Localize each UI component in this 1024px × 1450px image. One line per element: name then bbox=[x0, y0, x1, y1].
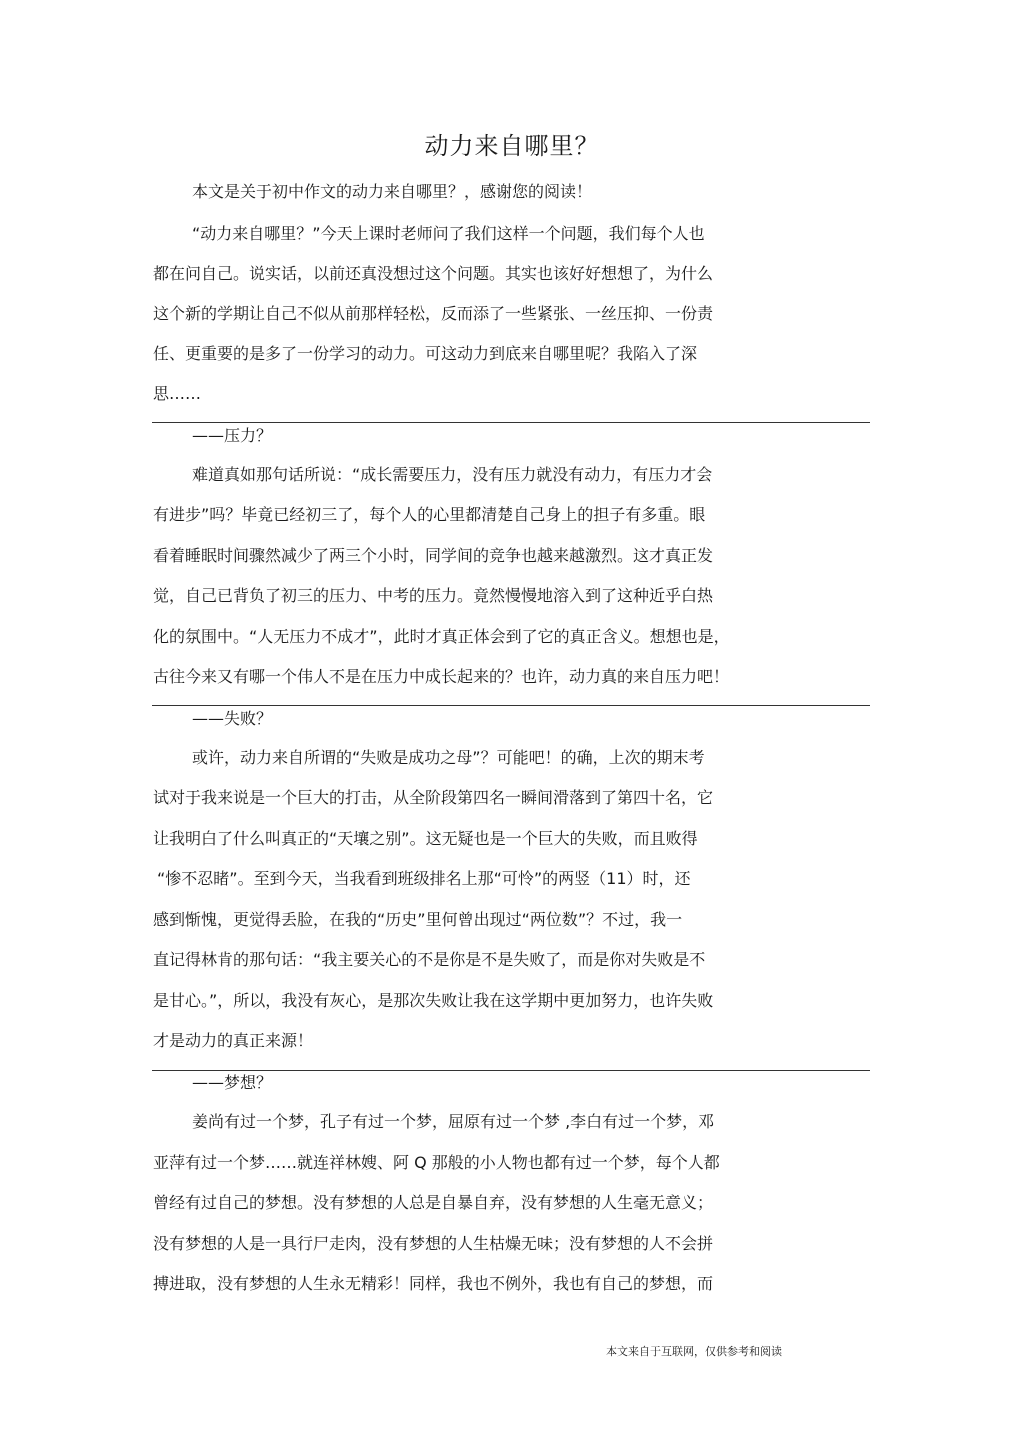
section-divider bbox=[152, 1070, 870, 1071]
intro-line: 本文是关于初中作文的动力来自哪里？，感谢您的阅读！ bbox=[192, 182, 593, 201]
paragraph-line: 这个新的学期让自己不似从前那样轻松，反而添了一些紧张、一丝压抑、一份责 bbox=[153, 304, 714, 323]
paragraph-line: 任、更重要的是多了一份学习的动力。可这动力到底来自哪里呢？我陷入了深 bbox=[153, 344, 698, 363]
section-divider bbox=[152, 422, 870, 423]
document-title: 动力来自哪里？ bbox=[424, 132, 600, 160]
paragraph-line: 亚萍有过一个梦……就连祥林嫂、阿 Q 那般的小人物也都有过一个梦，每个人都 bbox=[153, 1153, 720, 1172]
paragraph-line: 觉，自己已背负了初三的压力、中考的压力。竟然慢慢地溶入到了这种近乎白热 bbox=[153, 586, 714, 605]
paragraph-line: 古往今来又有哪一个伟人不是在压力中成长起来的？也许，动力真的来自压力吧！ bbox=[153, 667, 730, 686]
section-heading-pressure: ——压力？ bbox=[192, 426, 273, 445]
paragraph-line: “动力来自哪里？”今天上课时老师问了我们这样一个问题，我们每个人也 bbox=[192, 224, 705, 243]
paragraph-line: 思…… bbox=[153, 384, 202, 403]
paragraph-line: “惨不忍睹”。至到今天，当我看到班级排名上那“可怜”的两竖（11）时，还 bbox=[157, 869, 691, 888]
paragraph-line: 让我明白了什么叫真正的“天壤之别”。这无疑也是一个巨大的失败，而且败得 bbox=[153, 829, 698, 848]
paragraph-line: 曾经有过自己的梦想。没有梦想的人总是自暴自弃，没有梦想的人生毫无意义； bbox=[153, 1193, 714, 1212]
paragraph-line: 没有梦想的人是一具行尸走肉，没有梦想的人生枯燥无味；没有梦想的人不会拼 bbox=[153, 1234, 714, 1253]
paragraph-line: 化的氛围中。“人无压力不成才”，此时才真正体会到了它的真正含义。想想也是， bbox=[153, 627, 730, 646]
paragraph-line: 都在问自己。说实话，以前还真没想过这个问题。其实也该好好想想了，为什么 bbox=[153, 264, 714, 283]
paragraph-line: 试对于我来说是一个巨大的打击，从全阶段第四名一瞬间滑落到了第四十名，它 bbox=[153, 788, 714, 807]
section-heading-failure: ——失败？ bbox=[192, 709, 273, 728]
paragraph-line: 直记得林肯的那句话：“我主要关心的不是你是不是失败了，而是你对失败是不 bbox=[153, 950, 706, 969]
section-divider bbox=[152, 705, 870, 706]
paragraph-line: 搏进取，没有梦想的人生永无精彩！同样，我也不例外，我也有自己的梦想，而 bbox=[153, 1274, 714, 1293]
paragraph-line: 或许，动力来自所谓的“失败是成功之母”？可能吧！的确，上次的期末考 bbox=[192, 748, 705, 767]
section-heading-dream: ——梦想？ bbox=[192, 1073, 273, 1092]
paragraph-line: 感到惭愧，更觉得丢脸，在我的“历史”里何曾出现过“两位数”？不过，我一 bbox=[153, 910, 683, 929]
paragraph-line: 有进步”吗？毕竟已经初三了，每个人的心里都清楚自己身上的担子有多重。眼 bbox=[153, 505, 706, 524]
footer-note: 本文来自于互联网，仅供参考和阅读 bbox=[606, 1345, 782, 1358]
paragraph-line: 难道真如那句话所说：“成长需要压力，没有压力就没有动力，有压力才会 bbox=[192, 465, 713, 484]
paragraph-line: 看着睡眠时间骤然减少了两三个小时，同学间的竞争也越来越激烈。这才真正发 bbox=[153, 546, 714, 565]
paragraph-line: 姜尚有过一个梦，孔子有过一个梦，屈原有过一个梦 ,李白有过一个梦，邓 bbox=[192, 1112, 715, 1131]
paragraph-line: 是甘心。”，所以，我没有灰心，是那次失败让我在这学期中更加努力，也许失败 bbox=[153, 991, 714, 1010]
paragraph-line: 才是动力的真正来源！ bbox=[153, 1031, 314, 1050]
